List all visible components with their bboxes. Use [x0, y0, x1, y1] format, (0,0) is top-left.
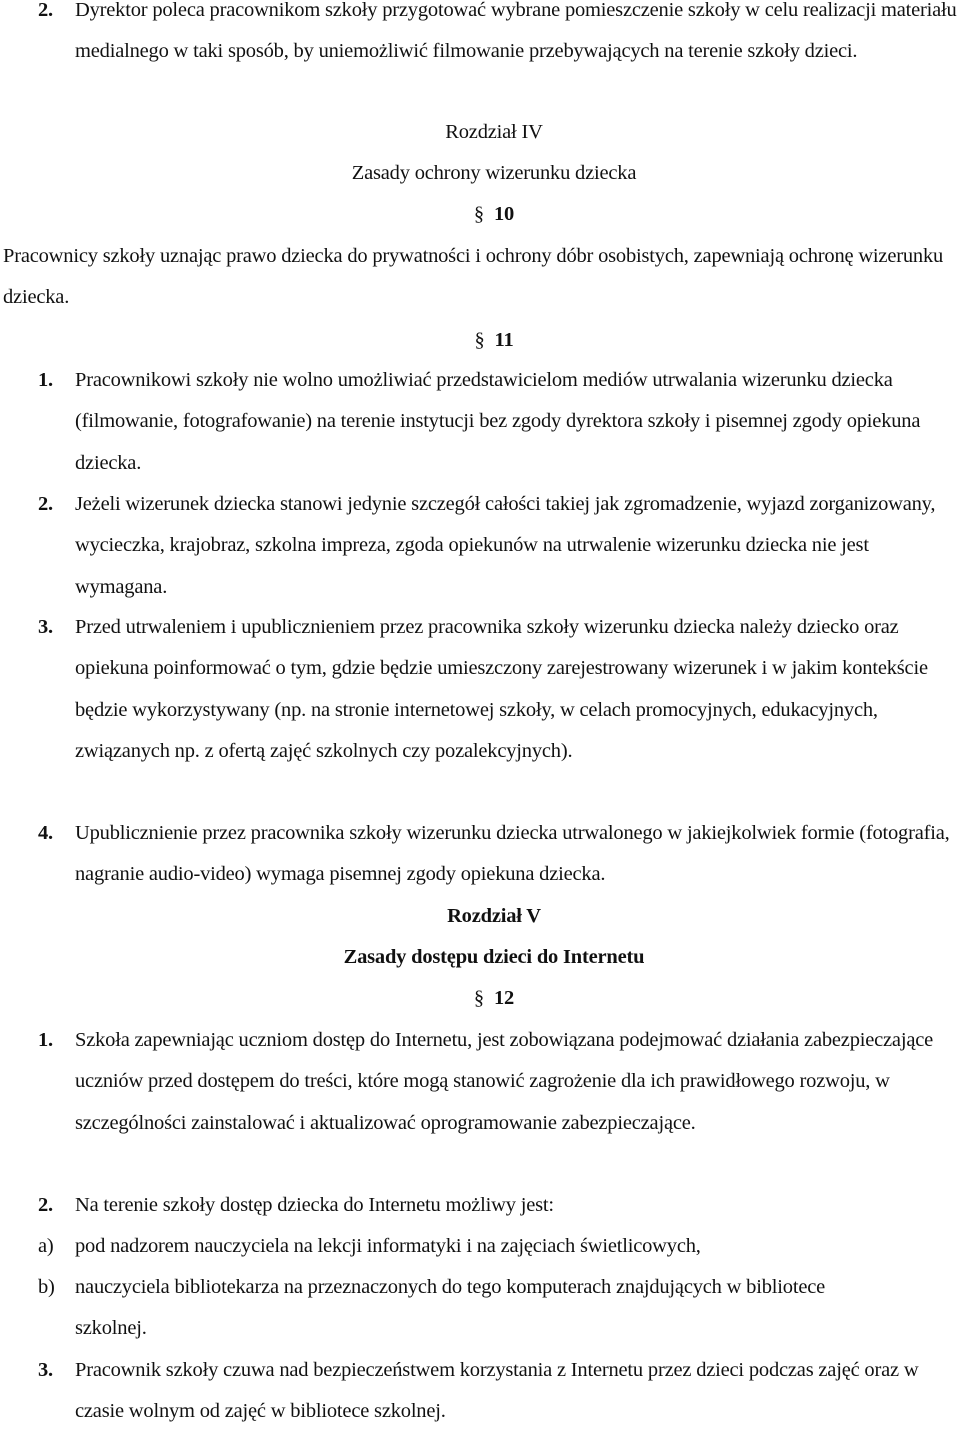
chapter-5-title: Rozdział V: [447, 905, 541, 927]
chapter-4-title: Rozdział IV: [445, 121, 543, 143]
paragraph-12-2: [0, 1185, 960, 1226]
paragraph-12-1: [0, 1020, 960, 1144]
paragraph-11-4: [0, 813, 960, 896]
chapter-5-subtitle: Zasady dostępu dzieci do Internetu: [343, 946, 645, 968]
list-item-a: [0, 1226, 960, 1267]
paragraph-text: Na terenie szkoły dostęp dziecka do Internetu możliwy jest:: [75, 1194, 554, 1216]
section-number: 12: [493, 987, 515, 1009]
paragraph-text: pod nadzorem nauczyciela na lekcji informatyki i na zajęciach świetlicowych,: [75, 1235, 701, 1257]
paragraph-11-3: [0, 607, 960, 772]
section-11-heading: [0, 320, 960, 361]
item-number: 2.: [38, 493, 53, 515]
paragraph-text: Upublicznienie przez pracownika szkoły wizerunku dziecka utrwalonego w jakiejkolwiek formie (fotografia, nagranie audio-video) wymaga pisemnej zgody opiekuna dziecka.: [75, 822, 950, 886]
item-number: 3.: [38, 1359, 53, 1381]
paragraph-text: Dyrektor poleca pracownikom szkoły przygotować wybrane pomieszczenie szkoły w celu realizacji materiału medialnego w taki sposób, by uniemożliwić filmowanie przebywających na terenie szkoły dzieci.: [75, 0, 957, 63]
paragraph-text: Pracownicy szkoły uznając prawo dziecka do prywatności i ochrony dóbr osobistych, zapewniają ochronę wizerunku dziecka.: [3, 245, 944, 309]
item-number: 1.: [38, 369, 53, 391]
paragraph-text: nauczyciela bibliotekarza na przeznaczonych do tego komputerach znajdujących w bibliotece szkolnej.: [75, 1276, 826, 1340]
paragraph-12-3: [0, 1350, 960, 1433]
section-symbol: §: [474, 329, 485, 351]
section-symbol: §: [473, 987, 484, 1009]
paragraph-text: Jeżeli wizerunek dziecka stanowi jedynie szczegół całości takiej jak zgromadzenie, wyjazd zorganizowany, wycieczka, krajobraz, szkolna impreza, zgoda opiekunów na utrwalenie wizerunku dziecka nie jest wymagana.: [75, 493, 936, 598]
section-symbol: §: [473, 203, 484, 225]
paragraph-text: Pracownikowi szkoły nie wolno umożliwiać przedstawicielom mediów utrwalania wizerunku dziecka (filmowanie, fotografowanie) na terenie instytucji bez zgody dyrektora szkoły i pisemnej zgody opiekuna dziecka.: [75, 369, 921, 474]
item-number: 4.: [38, 822, 53, 844]
section-12-heading: [0, 978, 960, 1019]
section-number: 11: [494, 329, 514, 351]
paragraph-text: Szkoła zapewniając uczniom dostęp do Internetu, jest zobowiązana podejmować działania zabezpieczające uczniów przed dostępem do treści, które mogą stanowić zagrożenie dla ich prawidłowego rozwoju, w szczególności zainstalować i aktualizować oprogramowanie zabezpieczające.: [75, 1029, 934, 1134]
list-item-b: [0, 1267, 960, 1350]
item-number: 1.: [38, 1029, 53, 1051]
item-letter: b): [38, 1276, 55, 1298]
item-number: 2.: [38, 0, 53, 21]
chapter-4-subtitle: Zasady ochrony wizerunku dziecka: [351, 162, 637, 184]
paragraph-11-2: [0, 484, 960, 608]
paragraph-11-1: [0, 360, 960, 484]
item-number: 3.: [38, 616, 53, 638]
section-number: 10: [493, 203, 515, 225]
paragraph-10: [0, 236, 960, 319]
paragraph-text: Pracownik szkoły czuwa nad bezpieczeństwem korzystania z Internetu przez dzieci podczas zajęć oraz w czasie wolnym od zajęć w bibliotece szkolnej.: [75, 1359, 919, 1423]
paragraph-text: Przed utrwaleniem i upublicznieniem przez pracownika szkoły wizerunku dziecka należy dziecko oraz opiekuna poinformować o tym, gdzie będzie umieszczony zarejestrowany wizerunek i w jakim kontekście będzie wykorzystywany (np. na stronie internetowej szkoły, w celach promocyjnych, edukacyjnych, związanych np. z ofertą zajęć szkolnych czy pozalekcyjnych).: [75, 616, 928, 762]
section-10-heading: [0, 194, 960, 235]
paragraph-2-intro: [0, 0, 960, 73]
item-number: 2.: [38, 1194, 53, 1216]
item-letter: a): [38, 1235, 54, 1257]
